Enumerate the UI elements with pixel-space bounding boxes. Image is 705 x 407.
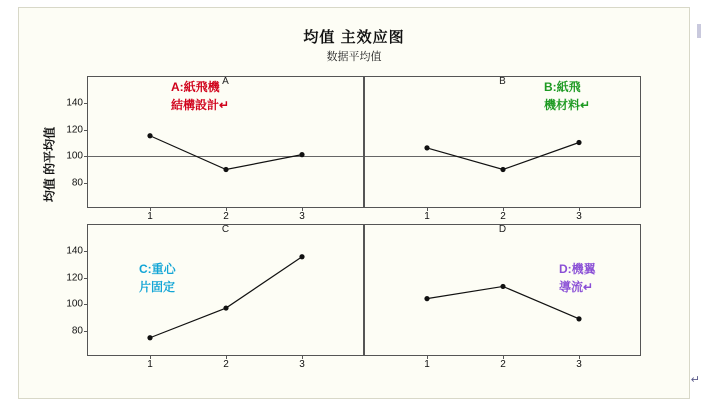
panel-b-xtick-1: 1 [424,211,430,222]
panel-b-xtick-3: 3 [576,211,582,222]
panel-b-xtick-2: 2 [500,211,506,222]
annotation-b-line1: B:紙飛 [544,80,581,94]
annotation-d-line2: 導流↵ [559,280,594,294]
panel-c-series [88,225,365,357]
page-edge-marker [697,24,701,38]
annotation-c-line2: 片固定 [139,280,176,294]
panel-a-ytick-100: 100 [66,150,83,162]
panel-a-xtick-2: 2 [223,211,229,222]
annotation-a-line1: A:紙飛機 [171,80,220,94]
panel-c-xtick-2: 2 [223,359,229,370]
panel-a-xtick-3: 3 [299,211,305,222]
annotation-c [139,260,176,296]
panel-d-xtick-2: 2 [500,359,506,370]
y-axis-label: 均值 的平均值 [42,126,57,203]
panel-d-xtick-3: 3 [576,359,582,370]
annotation-b-line2: 機材料↵ [544,98,591,112]
panel-d-series [365,225,642,357]
panel-c-ytick-140: 140 [66,245,83,257]
panel-c-xtick-1: 1 [147,359,153,370]
panel-c-ytick-120: 120 [66,272,83,284]
annotation-a-line2: 結構設計↵ [171,98,230,112]
panel-c-title: C [221,224,230,235]
annotation-c-line1: C:重心 [139,262,176,276]
annotation-d-line1: D:機翼 [559,262,596,276]
panel-a-xtick-1: 1 [147,211,153,222]
annotation-b [544,78,590,114]
chart-container [18,7,690,399]
paragraph-mark: ↵ [690,374,700,386]
panel-d-title: D [498,224,507,235]
panel-d-xtick-1: 1 [424,359,430,370]
panel-c-ytick-100: 100 [66,298,83,310]
panel-b-series [365,77,642,209]
chart-subtitle: 数据平均值 [326,51,382,63]
annotation-a [171,78,229,114]
panel-c-xtick-3: 3 [299,359,305,370]
annotation-d [559,260,596,296]
panel-c [66,224,364,370]
panel-a-ytick-120: 120 [66,124,83,136]
panel-d [364,224,641,370]
panel-a-ytick-80: 80 [71,177,83,189]
panel-a-ytick-140: 140 [66,97,83,109]
chart-title: 均值 主效应图 [303,29,405,46]
panel-b-title: B [499,76,506,87]
panel-b [364,76,641,222]
panel-c-ytick-80: 80 [71,325,83,337]
panel-a-title: A [222,76,229,87]
